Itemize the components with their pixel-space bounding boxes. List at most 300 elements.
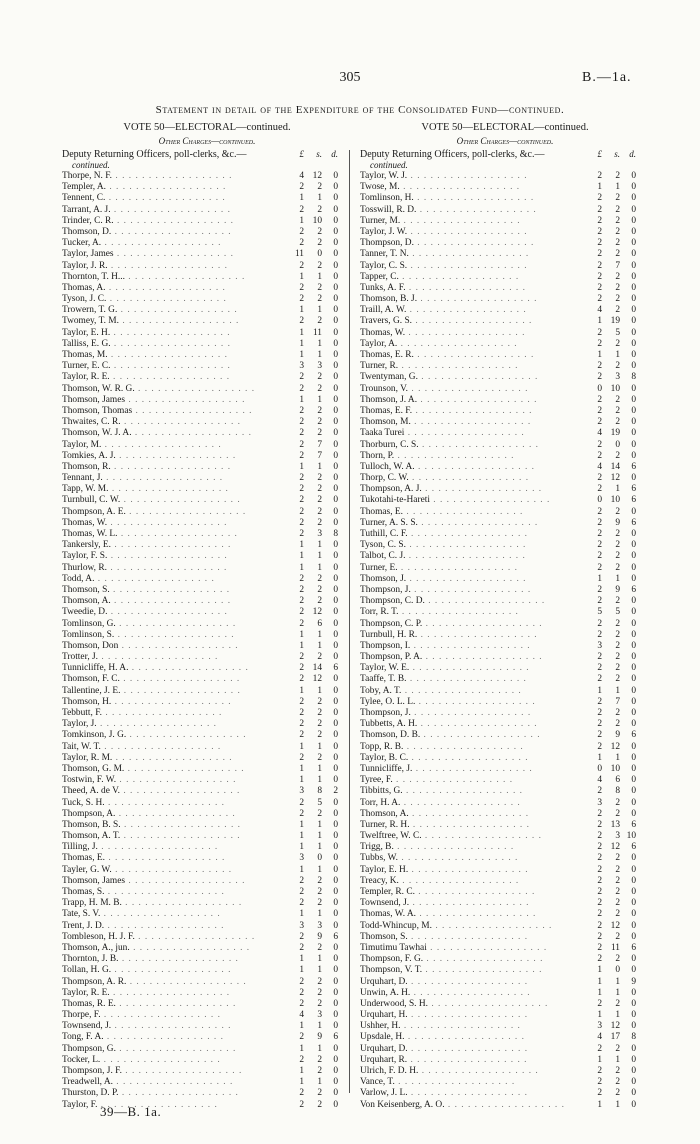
amount-shillings: 2	[615, 271, 620, 282]
amount-shillings: 2	[317, 1066, 322, 1076]
payee-name: Taylor, James . .	[62, 249, 272, 260]
amount-pounds: 2	[597, 226, 602, 237]
amount-pounds: 1	[299, 193, 304, 204]
payee-name: Toby, A. T. . .	[360, 686, 570, 697]
amount-pounds: 2	[299, 417, 304, 428]
payment-row	[62, 876, 352, 887]
payee-name: Thompson, A. R. . .	[62, 977, 272, 988]
amount-pence: 0	[333, 808, 338, 819]
amount-shillings: 1	[615, 350, 620, 360]
amount-pence: 0	[333, 394, 338, 405]
amount-pounds: 2	[597, 898, 602, 909]
amount-pounds: 2	[299, 596, 304, 607]
amount-shillings: 1	[615, 1054, 620, 1065]
amount-pounds: 3	[597, 1021, 602, 1032]
amount-shillings: 2	[317, 1054, 322, 1065]
payment-row	[62, 339, 352, 350]
payment-row	[62, 865, 352, 876]
payee-name: Thompson, V. T. . .	[360, 965, 570, 976]
payee-name: Torr, R. T. . .	[360, 607, 570, 618]
amount-pounds: 1	[299, 1077, 304, 1088]
amount-shillings: 1	[317, 775, 322, 786]
amount-shillings: 2	[615, 875, 620, 886]
payee-name: Thomson, D. . .	[62, 227, 272, 238]
amount-pence: 6	[631, 517, 636, 528]
amount-pounds: 2	[299, 573, 304, 584]
amount-shillings: 2	[615, 238, 620, 249]
amount-shillings: 2	[317, 708, 322, 718]
payee-name: Trapp, H. M. B. . .	[62, 898, 272, 909]
payee-name: Tyree, F. . .	[360, 775, 570, 786]
amount-shillings: 1	[317, 461, 322, 472]
payment-row	[62, 574, 352, 585]
amount-pounds: 2	[299, 517, 304, 528]
payment-row	[62, 193, 352, 204]
payment-row	[360, 216, 650, 227]
payee-name: Topp, R. B. . .	[360, 742, 570, 753]
payee-name: Torr, H. A. . .	[360, 798, 570, 809]
payment-row	[360, 294, 650, 305]
payee-name: Thorn, P. . .	[360, 451, 570, 462]
payee-name: Taylor, J. . .	[62, 719, 272, 730]
payee-name: Turnbull, H. R. . .	[360, 630, 570, 641]
payment-row	[62, 820, 352, 831]
payment-row	[62, 495, 352, 506]
amount-pence: 0	[631, 249, 636, 260]
payee-name: Townsend, J. . .	[360, 898, 570, 909]
amount-pounds: 1	[299, 965, 304, 976]
amount-pence: 0	[333, 439, 338, 450]
payment-row	[360, 451, 650, 462]
amount-pounds: 1	[299, 215, 304, 226]
payee-name: Tosswill, R. D. . .	[360, 205, 570, 216]
amount-shillings: 2	[317, 887, 322, 897]
amount-pounds: 2	[597, 562, 602, 573]
amount-pence: 0	[333, 1043, 338, 1054]
amount-pounds: 2	[299, 898, 304, 909]
amount-pounds: 2	[299, 372, 304, 383]
amount-pounds: 2	[597, 864, 602, 875]
amount-pounds: 2	[597, 954, 602, 965]
amount-pounds: 2	[597, 819, 602, 830]
amount-pence: 0	[631, 294, 636, 305]
amount-shillings: 6	[317, 618, 322, 629]
amount-shillings: 2	[317, 942, 322, 953]
amount-shillings: 2	[615, 629, 620, 640]
amount-pounds: 2	[299, 808, 304, 819]
group-continued: continued.	[72, 160, 110, 170]
amount-shillings: 2	[317, 752, 322, 763]
amount-pounds: 2	[299, 439, 304, 450]
amount-shillings: 2	[317, 294, 322, 305]
payment-row	[62, 686, 352, 697]
amount-pence: 0	[333, 1021, 338, 1032]
amount-shillings: 10	[610, 495, 620, 506]
amount-shillings: 2	[317, 372, 322, 383]
amount-pounds: 2	[597, 596, 602, 607]
payment-row	[360, 238, 650, 249]
amount-pounds: 2	[299, 484, 304, 495]
amount-pounds: 1	[597, 752, 602, 763]
payee-name: Thomas, W. . .	[62, 518, 272, 529]
amount-shillings: 1	[615, 752, 620, 763]
payee-name: Turner, E. . .	[360, 563, 570, 574]
amount-pence: 0	[333, 338, 338, 349]
amount-shillings: 1	[615, 573, 620, 584]
amount-shillings: 2	[615, 708, 620, 718]
amount-pence: 0	[333, 696, 338, 707]
payment-row	[360, 909, 650, 920]
payee-name: Varlow, J. L. . .	[360, 1088, 570, 1099]
amount-pence: 0	[631, 182, 636, 193]
amount-pounds: 1	[299, 461, 304, 472]
amount-pounds: 2	[299, 674, 304, 685]
payment-row	[62, 249, 352, 260]
payment-row	[360, 1077, 650, 1088]
amount-shillings: 1	[317, 562, 322, 573]
amount-shillings: 2	[317, 428, 322, 439]
amount-pounds: 2	[597, 193, 602, 204]
payee-name: Thompson, D. . .	[360, 238, 570, 249]
amount-pence: 0	[333, 551, 338, 562]
amount-pounds: 1	[299, 338, 304, 349]
units-header	[280, 149, 350, 160]
payment-row	[62, 227, 352, 238]
payment-row	[360, 641, 650, 652]
amount-pence: 8	[333, 529, 338, 539]
amount-pence: 0	[333, 819, 338, 830]
amount-pounds: 2	[299, 931, 304, 942]
amount-pence: 0	[333, 976, 338, 987]
document-reference: B.—1a.	[582, 70, 632, 85]
amount-pence: 0	[631, 875, 636, 886]
amount-pounds: 2	[597, 1088, 602, 1099]
amount-pounds: 0	[597, 763, 602, 774]
amount-pounds: 4	[299, 1010, 304, 1021]
payee-name: Thomas, S. . .	[62, 887, 272, 898]
payment-row	[360, 607, 650, 618]
amount-shillings: 9	[317, 931, 322, 942]
payment-row	[360, 205, 650, 216]
payee-name: Tubbs, W. . .	[360, 853, 570, 864]
amount-pence: 0	[333, 584, 338, 595]
vote-heading: VOTE 50—ELECTORAL—continued.	[421, 122, 589, 133]
payee-name: Thorpe, F. . .	[62, 1010, 272, 1021]
amount-shillings: 7	[615, 260, 620, 271]
amount-shillings: 2	[317, 875, 322, 886]
payment-row	[360, 283, 650, 294]
payee-name: Tylee, O. L. L. . .	[360, 697, 570, 708]
payment-row	[360, 943, 650, 954]
amount-pence: 0	[631, 383, 636, 394]
payment-row	[360, 339, 650, 350]
amount-shillings: 2	[615, 249, 620, 260]
payee-name: Twose, M. . .	[360, 182, 570, 193]
amount-pounds: 2	[299, 976, 304, 987]
payee-name: Thomson, A. T. . .	[62, 831, 272, 842]
amount-shillings: 2	[615, 954, 620, 965]
payee-name: Vance, T. . .	[360, 1077, 570, 1088]
amount-shillings: 2	[317, 998, 322, 1009]
payee-name: Treacy, K. . .	[360, 876, 570, 887]
amount-pounds: 2	[597, 920, 602, 931]
amount-pence: 0	[631, 685, 636, 696]
amount-pounds: 2	[597, 506, 602, 517]
amount-pounds: 2	[597, 529, 602, 539]
payment-row	[360, 1066, 650, 1077]
pence-unit: d.	[331, 149, 338, 159]
amount-shillings: 5	[615, 607, 620, 618]
payee-name: Thomson, J. A. . .	[360, 395, 570, 406]
payee-name: Taylor, W. E. . .	[360, 663, 570, 674]
payment-row	[360, 1010, 650, 1021]
amount-shillings: 2	[317, 652, 322, 663]
payment-row	[360, 473, 650, 484]
payment-row	[62, 473, 352, 484]
payment-row	[360, 865, 650, 876]
payment-row	[62, 1088, 352, 1099]
pounds-unit: £	[299, 149, 304, 159]
amount-pounds: 2	[597, 831, 602, 842]
payee-name: Tombleson, H. J. F. . .	[62, 932, 272, 943]
payment-row	[62, 988, 352, 999]
amount-pounds: 2	[597, 372, 602, 383]
amount-shillings: 10	[610, 383, 620, 394]
payment-row	[62, 932, 352, 943]
payment-row	[360, 305, 650, 316]
payment-row	[360, 965, 650, 976]
payment-row	[62, 238, 352, 249]
payee-name: Timutimu Tawhai . .	[360, 943, 570, 954]
amount-shillings: 2	[615, 674, 620, 685]
payment-row	[62, 585, 352, 596]
payee-name: Tallentine, J. E. . .	[62, 686, 272, 697]
amount-shillings: 2	[317, 282, 322, 293]
amount-shillings: 2	[317, 383, 322, 394]
amount-pounds: 2	[597, 808, 602, 819]
amount-shillings: 1	[317, 305, 322, 316]
amount-pence: 0	[333, 361, 338, 372]
payee-name: Urquhart, H. . .	[360, 1010, 570, 1021]
payment-row	[360, 428, 650, 439]
payee-name: Tomlinson, G. . .	[62, 619, 272, 630]
payment-row	[360, 663, 650, 674]
payment-row	[62, 261, 352, 272]
payment-row	[62, 630, 352, 641]
group-heading: Deputy Returning Officers, poll-clerks, &c.—	[62, 149, 247, 160]
payment-row	[62, 697, 352, 708]
payment-row	[62, 272, 352, 283]
amount-pounds: 2	[597, 875, 602, 886]
payment-row	[62, 328, 352, 339]
amount-pence: 0	[631, 808, 636, 819]
payee-name: Thompson, J. . .	[360, 585, 570, 596]
payee-name: Tostwin, F. W. . .	[62, 775, 272, 786]
payment-row	[62, 798, 352, 809]
amount-shillings: 2	[615, 529, 620, 539]
amount-pence: 0	[333, 282, 338, 293]
payee-name: Thompson, F. G. . .	[360, 954, 570, 965]
amount-pounds: 2	[597, 708, 602, 718]
payee-name: Thurston, D. P. . .	[62, 1088, 272, 1099]
payment-row	[62, 831, 352, 842]
amount-pounds: 1	[299, 629, 304, 640]
amount-shillings: 12	[312, 607, 322, 618]
payee-name: Tanner, T. N. . .	[360, 249, 570, 260]
payee-name: Unwin, A. H. . .	[360, 988, 570, 999]
payee-name: Tubbetts, A. H. . .	[360, 719, 570, 730]
payee-name: Tuthill, C. F. . .	[360, 529, 570, 540]
amount-pence: 0	[333, 1054, 338, 1065]
amount-pence: 0	[631, 1077, 636, 1088]
amount-pence: 0	[333, 204, 338, 215]
amount-pounds: 2	[597, 294, 602, 305]
payee-name: Thurlow, R. . .	[62, 563, 272, 574]
amount-shillings: 1	[317, 954, 322, 965]
amount-shillings: 2	[615, 405, 620, 416]
amount-pounds: 2	[299, 998, 304, 1009]
payee-name: Traill, A. W. . .	[360, 305, 570, 316]
amount-shillings: 9	[317, 1032, 322, 1043]
amount-pounds: 1	[597, 965, 602, 976]
amount-pounds: 2	[597, 1066, 602, 1076]
amount-pounds: 2	[597, 238, 602, 249]
payee-name: Tyson, C. S. . .	[360, 540, 570, 551]
amount-shillings: 11	[312, 327, 322, 338]
payee-name: Thomson, Thomas . .	[62, 406, 272, 417]
amount-shillings: 2	[317, 573, 322, 584]
amount-shillings: 2	[615, 998, 620, 1009]
amount-pence: 0	[333, 1066, 338, 1076]
amount-pence: 0	[333, 652, 338, 663]
payment-row	[62, 551, 352, 562]
amount-shillings: 14	[610, 461, 620, 472]
amount-pounds: 2	[299, 182, 304, 193]
amount-pounds: 2	[597, 439, 602, 450]
amount-pence: 0	[333, 215, 338, 226]
payee-name: Thomson, J. . .	[360, 574, 570, 585]
amount-shillings: 5	[317, 797, 322, 808]
amount-shillings: 2	[615, 171, 620, 181]
amount-pence: 0	[333, 506, 338, 517]
payment-row	[62, 406, 352, 417]
payee-name: Taylor, F. S. . .	[62, 551, 272, 562]
amount-shillings: 9	[615, 730, 620, 741]
shillings-unit: s.	[614, 149, 620, 159]
amount-pounds: 3	[299, 853, 304, 864]
amount-pence: 0	[631, 439, 636, 450]
amount-pence: 0	[333, 473, 338, 484]
payee-name: Thomas, E. . .	[360, 507, 570, 518]
amount-pounds: 2	[597, 394, 602, 405]
payee-name: Thomson, S. . .	[360, 932, 570, 943]
amount-pounds: 3	[299, 920, 304, 931]
amount-pence: 0	[333, 629, 338, 640]
amount-shillings: 9	[615, 584, 620, 595]
amount-pounds: 4	[597, 1032, 602, 1043]
amount-pounds: 2	[299, 942, 304, 953]
payment-row	[360, 1021, 650, 1032]
payment-row	[360, 977, 650, 988]
payment-row	[360, 462, 650, 473]
payee-name: Tapper, C. . .	[360, 272, 570, 283]
payee-name: Trotter, J. . .	[62, 652, 272, 663]
amount-pounds: 4	[299, 171, 304, 181]
amount-pence: 0	[333, 640, 338, 651]
amount-shillings: 2	[317, 1088, 322, 1099]
payee-name: Tunnicliffe, H. A. . .	[62, 663, 272, 674]
amount-pence: 0	[333, 685, 338, 696]
amount-pence: 0	[631, 473, 636, 484]
amount-pounds: 2	[299, 887, 304, 897]
amount-pounds: 1	[597, 1099, 602, 1110]
payee-name: Tweedie, D. . .	[62, 607, 272, 618]
amount-pence: 0	[333, 708, 338, 718]
payment-row	[360, 529, 650, 540]
payee-name: Tong, F. A. . .	[62, 1032, 272, 1043]
payment-row	[360, 395, 650, 406]
amount-shillings: 2	[615, 338, 620, 349]
amount-pounds: 2	[597, 719, 602, 730]
amount-pence: 0	[631, 215, 636, 226]
amount-shillings: 1	[317, 350, 322, 360]
payee-name: Thompson, C. P. . .	[360, 619, 570, 630]
amount-shillings: 12	[610, 473, 620, 484]
payee-name: Taylor, W. J. . .	[360, 171, 570, 182]
amount-pence: 6	[631, 484, 636, 495]
amount-shillings: 2	[317, 1099, 322, 1110]
amount-shillings: 2	[615, 1043, 620, 1054]
amount-shillings: 2	[615, 652, 620, 663]
amount-shillings: 3	[615, 831, 620, 842]
amount-pence: 0	[333, 797, 338, 808]
amount-pence: 0	[333, 294, 338, 305]
payment-row	[360, 440, 650, 451]
payee-name: Thomson, W. J. A. . .	[62, 428, 272, 439]
payee-name: Taylor, C. S. . .	[360, 261, 570, 272]
payee-name: Turner, A. S. S. . .	[360, 518, 570, 529]
amount-pounds: 4	[597, 775, 602, 786]
amount-pounds: 1	[299, 819, 304, 830]
amount-pounds: 2	[299, 238, 304, 249]
amount-pounds: 2	[597, 998, 602, 1009]
payment-row	[62, 216, 352, 227]
amount-pounds: 2	[299, 282, 304, 293]
amount-pence: 0	[631, 763, 636, 774]
amount-pence: 0	[631, 361, 636, 372]
amount-pence: 6	[631, 819, 636, 830]
amount-pounds: 2	[299, 752, 304, 763]
amount-pence: 0	[333, 596, 338, 607]
payment-row	[62, 171, 352, 182]
amount-pounds: 2	[299, 797, 304, 808]
payment-row	[360, 853, 650, 864]
amount-shillings: 2	[615, 797, 620, 808]
amount-shillings: 2	[615, 1077, 620, 1088]
payment-row	[360, 495, 650, 506]
amount-pence: 0	[631, 909, 636, 920]
payee-name: Thompson, A. E. . .	[62, 507, 272, 518]
amount-pounds: 0	[597, 495, 602, 506]
payee-name: Taylor, J. R. . .	[62, 261, 272, 272]
amount-pence: 0	[631, 450, 636, 461]
payee-name: Thompson, C. D. . .	[360, 596, 570, 607]
payment-row	[360, 674, 650, 685]
payee-name: Taylor, B. C. . .	[360, 753, 570, 764]
payee-name: Thomas, A. . .	[62, 283, 272, 294]
payee-name: Tapp, W. M. . .	[62, 484, 272, 495]
amount-shillings: 1	[317, 831, 322, 842]
